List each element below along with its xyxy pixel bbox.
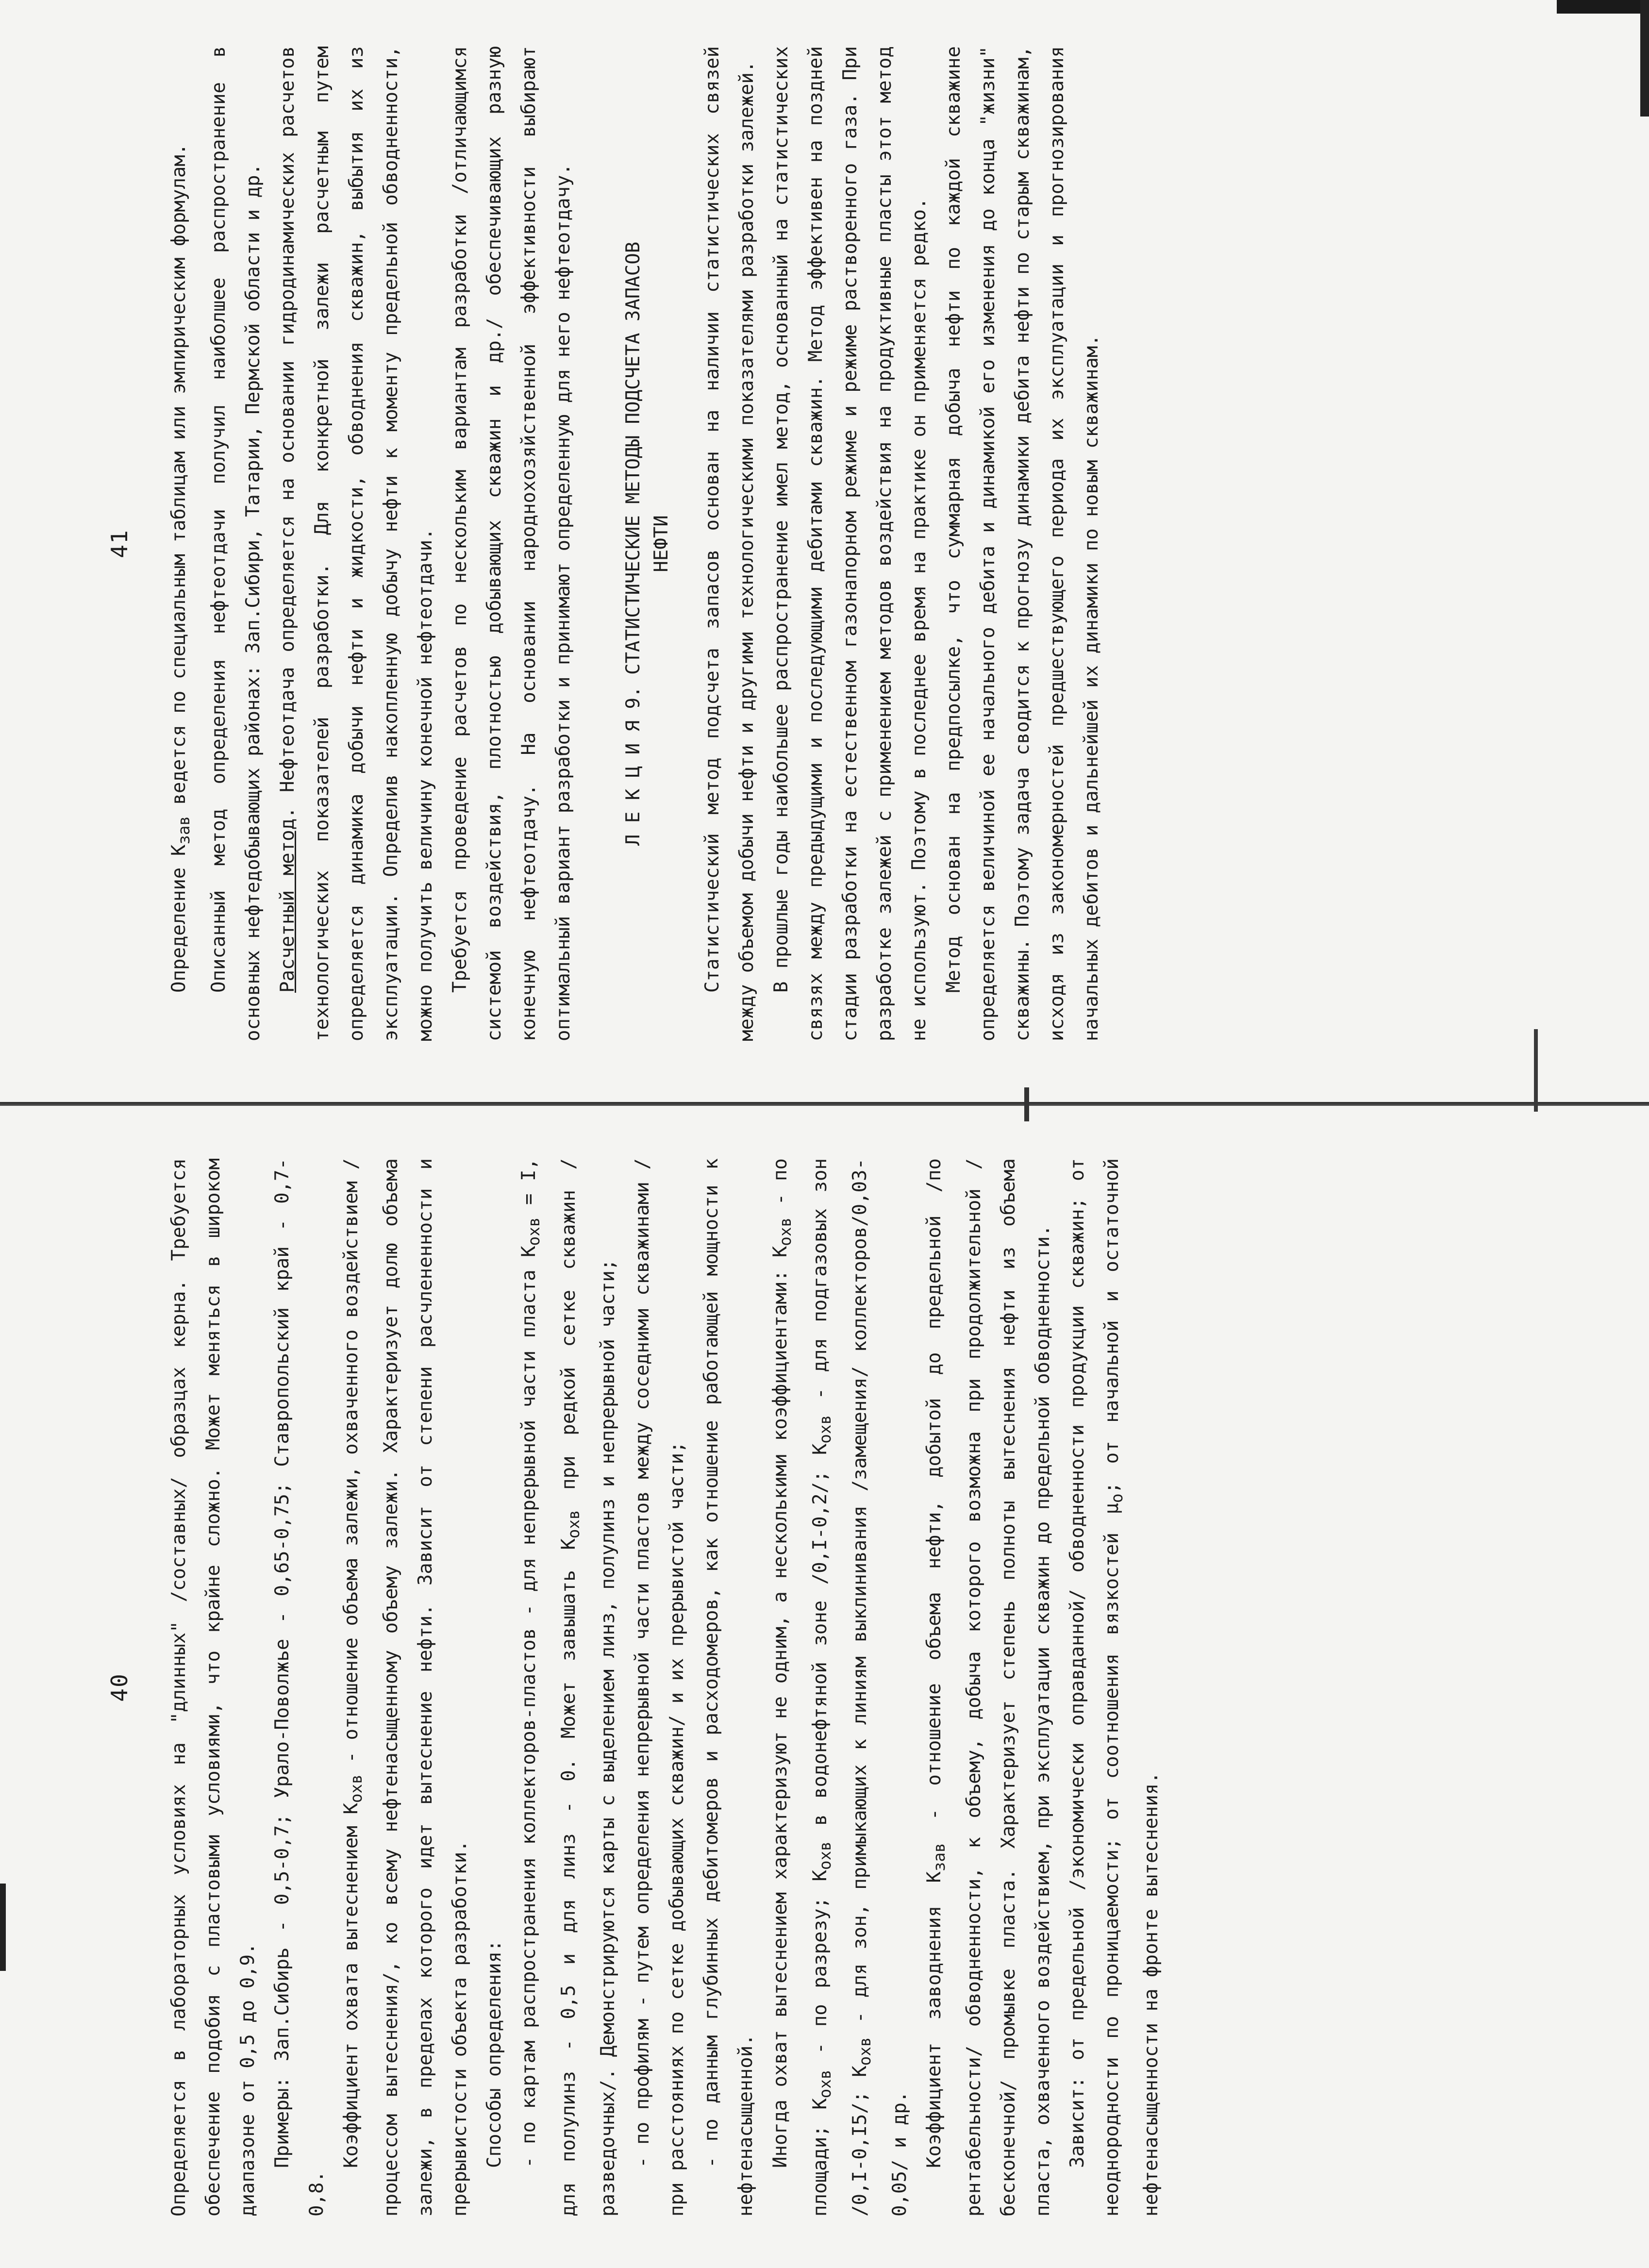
subscript: зав: [174, 816, 193, 845]
paragraph-sweep-coefficient: [334, 1158, 477, 2217]
text-fragment: - по площади; K: [769, 1158, 831, 2217]
heading-line: Л Е К Ц И Я 9. СТАТИСТИЧЕСКИЕ МЕТОДЫ ПОДСЧЕТА ЗАПАСОВ: [622, 241, 644, 846]
subscript: охв: [855, 2037, 874, 2066]
subscript: охв: [816, 1841, 834, 1870]
lecture-9-heading: [619, 46, 675, 1041]
paragraph-kzav-definition: [162, 46, 201, 1041]
text-fragment: Коэффициент заводнения K: [923, 1871, 945, 2168]
subscript: охв: [776, 1217, 795, 1246]
text-fragment: - отношение объема нефти, добытой до предельной /по рентабельности/ обводненности, к объему, добыча которого возможна при продолжительной /бесконечной/ промывке пласта. Характеризует степень полноты вытеснения нефти из объема пласта, охваченного воздействием, при эксплуатации скважин до предельной обводненности.: [923, 1158, 1054, 2217]
term-calculation-method: Расчетный метод: [276, 818, 299, 993]
subscript: охв: [816, 2069, 834, 2099]
text-fragment: Коэффициент охвата вытеснением K: [340, 1803, 362, 2168]
paragraph-methods-title: Способы определения:: [483, 1940, 505, 2168]
heading-line: НЕФТИ: [650, 515, 672, 572]
subscript: охв: [524, 1217, 543, 1246]
paragraph-depends-on: [1060, 1158, 1168, 2217]
page-41-region: [0, 0, 1649, 1097]
page-40-region: [0, 1117, 1649, 2268]
paragraph-by-profiles: - по профилям - путем определения непрерывной части пластов между соседними скважинами /при расстояниях по сетке добывающих скважин/ и их прерывистой части;: [631, 1158, 688, 2217]
subscript: охв: [347, 1774, 366, 1803]
text-fragment: ведется по специальным таблицам или эмпирическим формулам.: [167, 143, 190, 817]
text-fragment: - по картам распространения коллекторов-пластов - для непрерывной части пласта K: [517, 1246, 540, 2168]
text-fragment: ; от начальной и остаточной нефтенасыщенности на фронте вытеснения.: [1100, 1158, 1162, 2217]
subscript: охв: [816, 1415, 834, 1444]
text-fragment: - для зон, примыкающих к линиям выклинивания /замещения/ коллекторов/0,03-0,05/ и др.: [849, 1158, 911, 2217]
paragraph-method-spread: Описанный метод определения нефтеотдачи получил наиболшее распространение в основных нефтедобывающих районах: Зап.Сибири, Татарии, Пермской области и др.: [207, 46, 264, 1041]
paragraph-examples: Примеры: Зап.Сибирь - 0,5-0,7; Урало-Поволжье - 0,65-0,75; Ставропольский край - 0,7-0,8.: [271, 1158, 328, 2217]
text-fragment: = I, для полулинз - 0,5 и для линз - 0. Может завышать K: [517, 1158, 580, 2217]
subscript: зав: [930, 1843, 949, 1872]
paragraph-method-premise: Метод основан на предпосылке, что суммарная добыча нефти по каждой скважине определяется величиной ее начального дебита и динамикой его изменения до конца "жизни" скважины. Поэтому задача сводится к прогнозу динамики дебита нефти по старым скважинам, исходя из закономерностей предшествующего периода их эксплуатации и прогнозирования начальных дебитов и дальнейшей их динамики по новым скважинам.: [942, 46, 1102, 1041]
paragraph-past-years: В прошлые годы наибольшее распространение имел метод, основанный на статистических связях между предыдущими и последующими дебитами скважин. Метод эффективен на поздней стадии разработки на естественном газонапорном режиме и режиме растворенного газа. При разработке залежей с применением методов воздействия на продуктивные пласты этот метод не используют. Поэтому в последнее время на практике он применяется редко.: [770, 46, 930, 1041]
paragraph-statistical-method: Статистический метод подсчета запасов основан на наличии статистических связей между объемом добычи нефти и другими технологическими показателями разработки залежей.: [701, 46, 758, 1041]
paragraph-waterflood-coefficient: [916, 1158, 1060, 2217]
text-fragment: Иногда охват вытеснением характеризуют не одним, а несколькими коэффициентами: K: [769, 1246, 791, 2168]
paragraph-lab-conditions: Определяется в лабораторных условиях на "длинных" /составных/ образцах керна. Требуется обеспечение подобия с пластовыми условиями, что крайне сложно. Может меняться в широком диапазоне от 0,5 до 0,9.: [167, 1158, 259, 2217]
text-fragment: Определение K: [167, 844, 190, 993]
scan-edge-mark: [1534, 1029, 1538, 1112]
text-fragment: - по разрезу; K: [809, 1870, 831, 2070]
text-fragment: в водонефтяной зоне /0,I-0,2/; K: [809, 1443, 831, 1842]
paragraph-calculation-method: [270, 46, 442, 1041]
scan-edge-mark: [1557, 0, 1649, 14]
paragraph-variants: Требуется проведение расчетов по нескольким вариантам разработки /отличающимся системой воздействия, плотностью добывающих скважин и др./ обеспечивающих разную конечную нефтеотдачу. На основании народнохозяйственной эффективности выбирают оптимальный вариант разработки и принимают определенную для него нефтеотдачу.: [449, 46, 574, 1041]
subscript: охв: [564, 1510, 583, 1539]
paragraph-by-maps: [511, 1158, 625, 2217]
subscript: o: [1107, 1493, 1126, 1503]
page-number-40: 40: [106, 1673, 133, 1702]
paragraph-sweep-coefficients-multi: [763, 1158, 916, 2217]
text-fragment: Зависит: от предельной /экономически оправданной/ обводненности продукции скважин; от неоднородности по проницаемости; от соотношения вязкостей μ: [1066, 1158, 1123, 2217]
page-41: [72, 27, 1577, 1070]
page-fold-line: [0, 1102, 1649, 1106]
scan-edge-mark: [0, 1884, 6, 1971]
text-fragment: - отношение объема залежи, охваченного воздействием /процессом вытеснения/, ко всему нефтенасыщенному объему залежи. Характеризует долю объема залежи, в пределах которого идет вытеснение нефти. Зависит от степени расчлененности и прерывистости объекта разработки.: [340, 1158, 471, 2217]
text-fragment: - для подгазовых зон /0,I-0,I5/; K: [809, 1158, 871, 2217]
scan-edge-mark: [1640, 0, 1649, 117]
paragraph-by-flowmeters: - по данным глубинных дебитомеров и расходомеров, как отношение работающей мощности к нефтенасыщенной.: [700, 1158, 757, 2217]
text-fragment: при редкой сетке скважин /разведочных/. Демонстрируются карты с выделением линз, полулинз и непрерывной части;: [557, 1158, 619, 2217]
page-40: [72, 1139, 1577, 2246]
text-fragment: . Нефтеотдача определяется на основании гидродинамических расчетов технологических показателей разработки. Для конкретной залежи расчетным путем определяется динамика добычи нефти и жидкости, обводнения скважин, выбытия их из эксплуатации. Определив накопленную добычу нефти к моменту предельной обводненности, можно получить величину конечной нефтеотдачи.: [276, 46, 436, 1041]
page-number-41: 41: [106, 529, 133, 558]
